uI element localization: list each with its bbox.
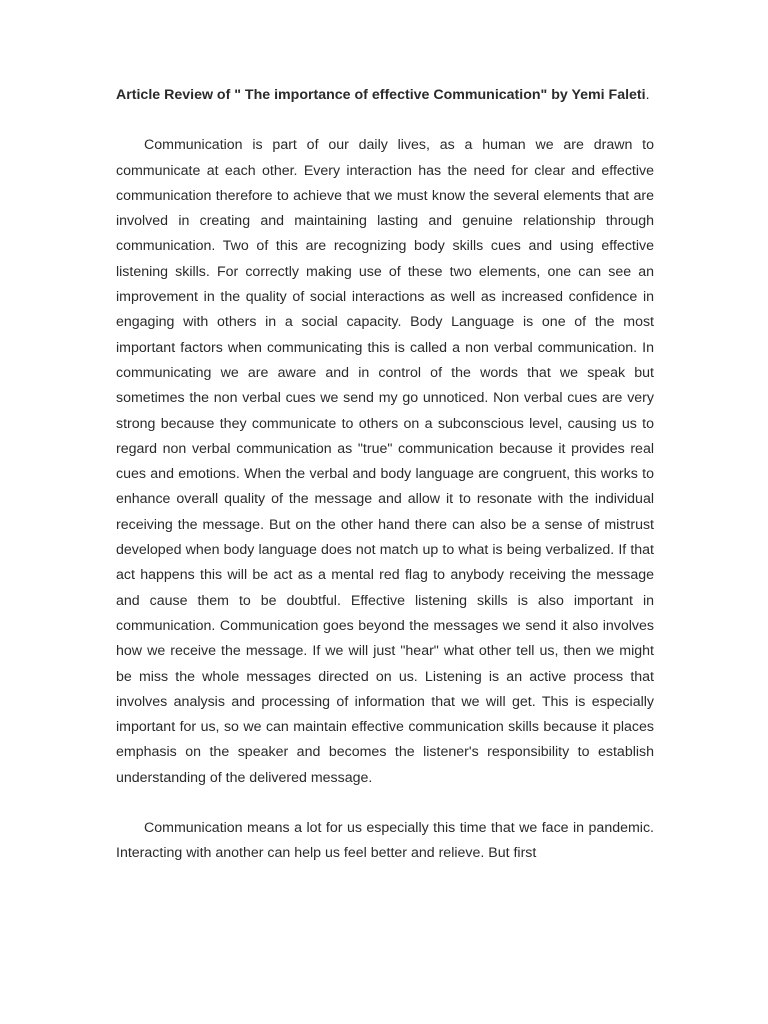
document-title-text: Article Review of " The importance of effective Communication" by Yemi Faleti [116,87,646,103]
document-body [116,83,654,867]
document-title-period: . [645,87,650,103]
document-title [116,83,654,108]
paragraph-1: Communication is part of our daily lives, as a human we are drawn to communicate at each other. Every interaction has the need for clear and effective communication therefore to achieve that we must know the several elements that are involved in creating and maintaining lasting and genuine relationship through communication. Two of this are recognizing body skills cues and using effective listening skills. For correctly making use of these two elements, one can see an improvement in the quality of social interactions as well as increased confidence in engaging with others in a social capacity. Body Language is one of the most important factors when communicating this is called a non verbal communication. In communicating we are aware and in control of the words that we speak but sometimes the non verbal cues we send my go unnoticed. Non verbal cues are very strong because they communicate to others on a subconscious level, causing us to regard non verbal communication as "true" communication because it provides real cues and emotions. When the verbal and body language are congruent, this works to enhance overall quality of the message and allow it to resonate with the individual receiving the message. But on the other hand there can also be a sense of mistrust developed when body language does not match up to what is being verbalized. If that act happens this will be act as a mental red flag to anybody receiving the message and cause them to be doubtful. Effective listening skills is also important in communication. Communication goes beyond the messages we send it also involves how we receive the message. If we will just "hear" what other tell us, then we might be miss the whole messages directed on us. Listening is an active process that involves analysis and processing of information that we will get. This is especially important for us, so we can maintain effective communication skills because it places emphasis on the speaker and becomes the listener's responsibility to establish understanding of the delivered message. [116,137,654,786]
paragraph-2: Communication means a lot for us especially this time that we face in pandemic. Interacting with another can help us feel better and relieve. But first [116,820,654,862]
